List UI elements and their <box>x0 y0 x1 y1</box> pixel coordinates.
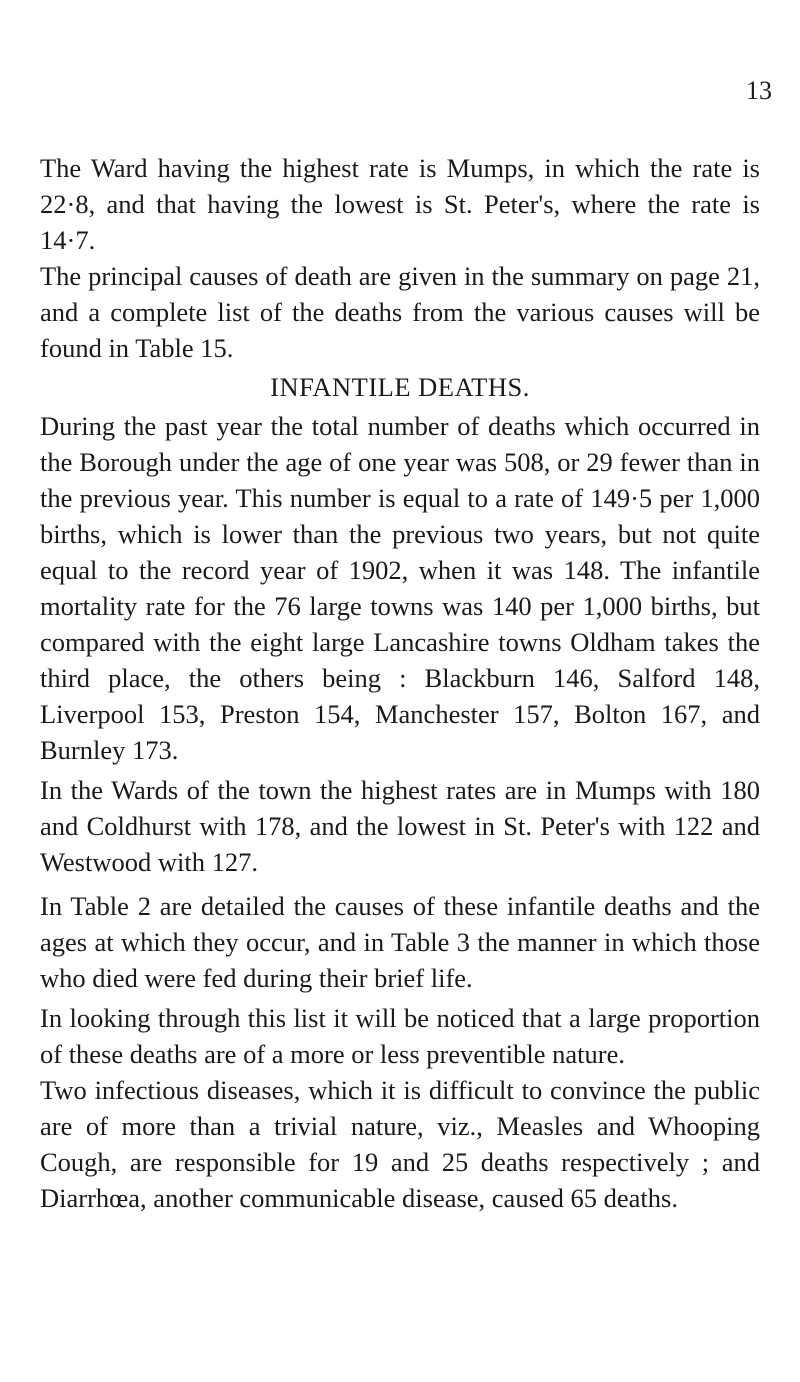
paragraph-preventible: In looking through this list it will be noticed that a large proportion of these deaths are of a more or less preventible nature. <box>40 1003 760 1069</box>
paragraph-infectious-diseases: Two infectious diseases, which it is difficult to convince the public are of more than a trivial nature, viz., Measles and Whooping Cough, are responsible for 19 and 25 deaths respectively ; and Diarrhœa, another communicable disease, caused 65 deaths. <box>40 1075 760 1213</box>
paragraph-ward-rates: The Ward having the highest rate is Mumps, in which the rate is 22·8, and that having the lowest is St. Peter's, where the rate is 14·7. <box>40 153 760 255</box>
section-heading: INFANTILE DEATHS. <box>270 372 530 402</box>
paragraph-principal-causes: The principal causes of death are given in the summary on page 21, and a complete list of the deaths from the various causes will be found in Table 15. <box>40 261 760 363</box>
paragraph-table-details: In Table 2 are detailed the causes of these infantile deaths and the ages at which they occur, and in Table 3 the manner in which those who died were fed during their brief life. <box>40 891 760 993</box>
paragraph-ward-infant-rates: In the Wards of the town the highest rates are in Mumps with 180 and Coldhurst with 178, and the lowest in St. Peter's with 122 and Westwood with 127. <box>40 775 760 877</box>
page-number: 13 <box>746 76 772 105</box>
body-text <box>40 150 760 1216</box>
paragraph-infant-deaths-total: During the past year the total number of deaths which occurred in the Borough under the age of one year was 508, or 29 fewer than in the previous year. This number is equal to a rate of 149·5 per 1,000 births, which is lower than the previous two years, but not quite equal to the record year of 1902, when it was 148. The infantile mortality rate for the 76 large towns was 140 per 1,000 births, but compared with the eight large Lancashire towns Oldham takes the third place, the others being : Blackburn 146, Salford 148, Liverpool 153, Preston 154, Manchester 157, Bolton 167, and Burnley 173. <box>40 411 760 765</box>
